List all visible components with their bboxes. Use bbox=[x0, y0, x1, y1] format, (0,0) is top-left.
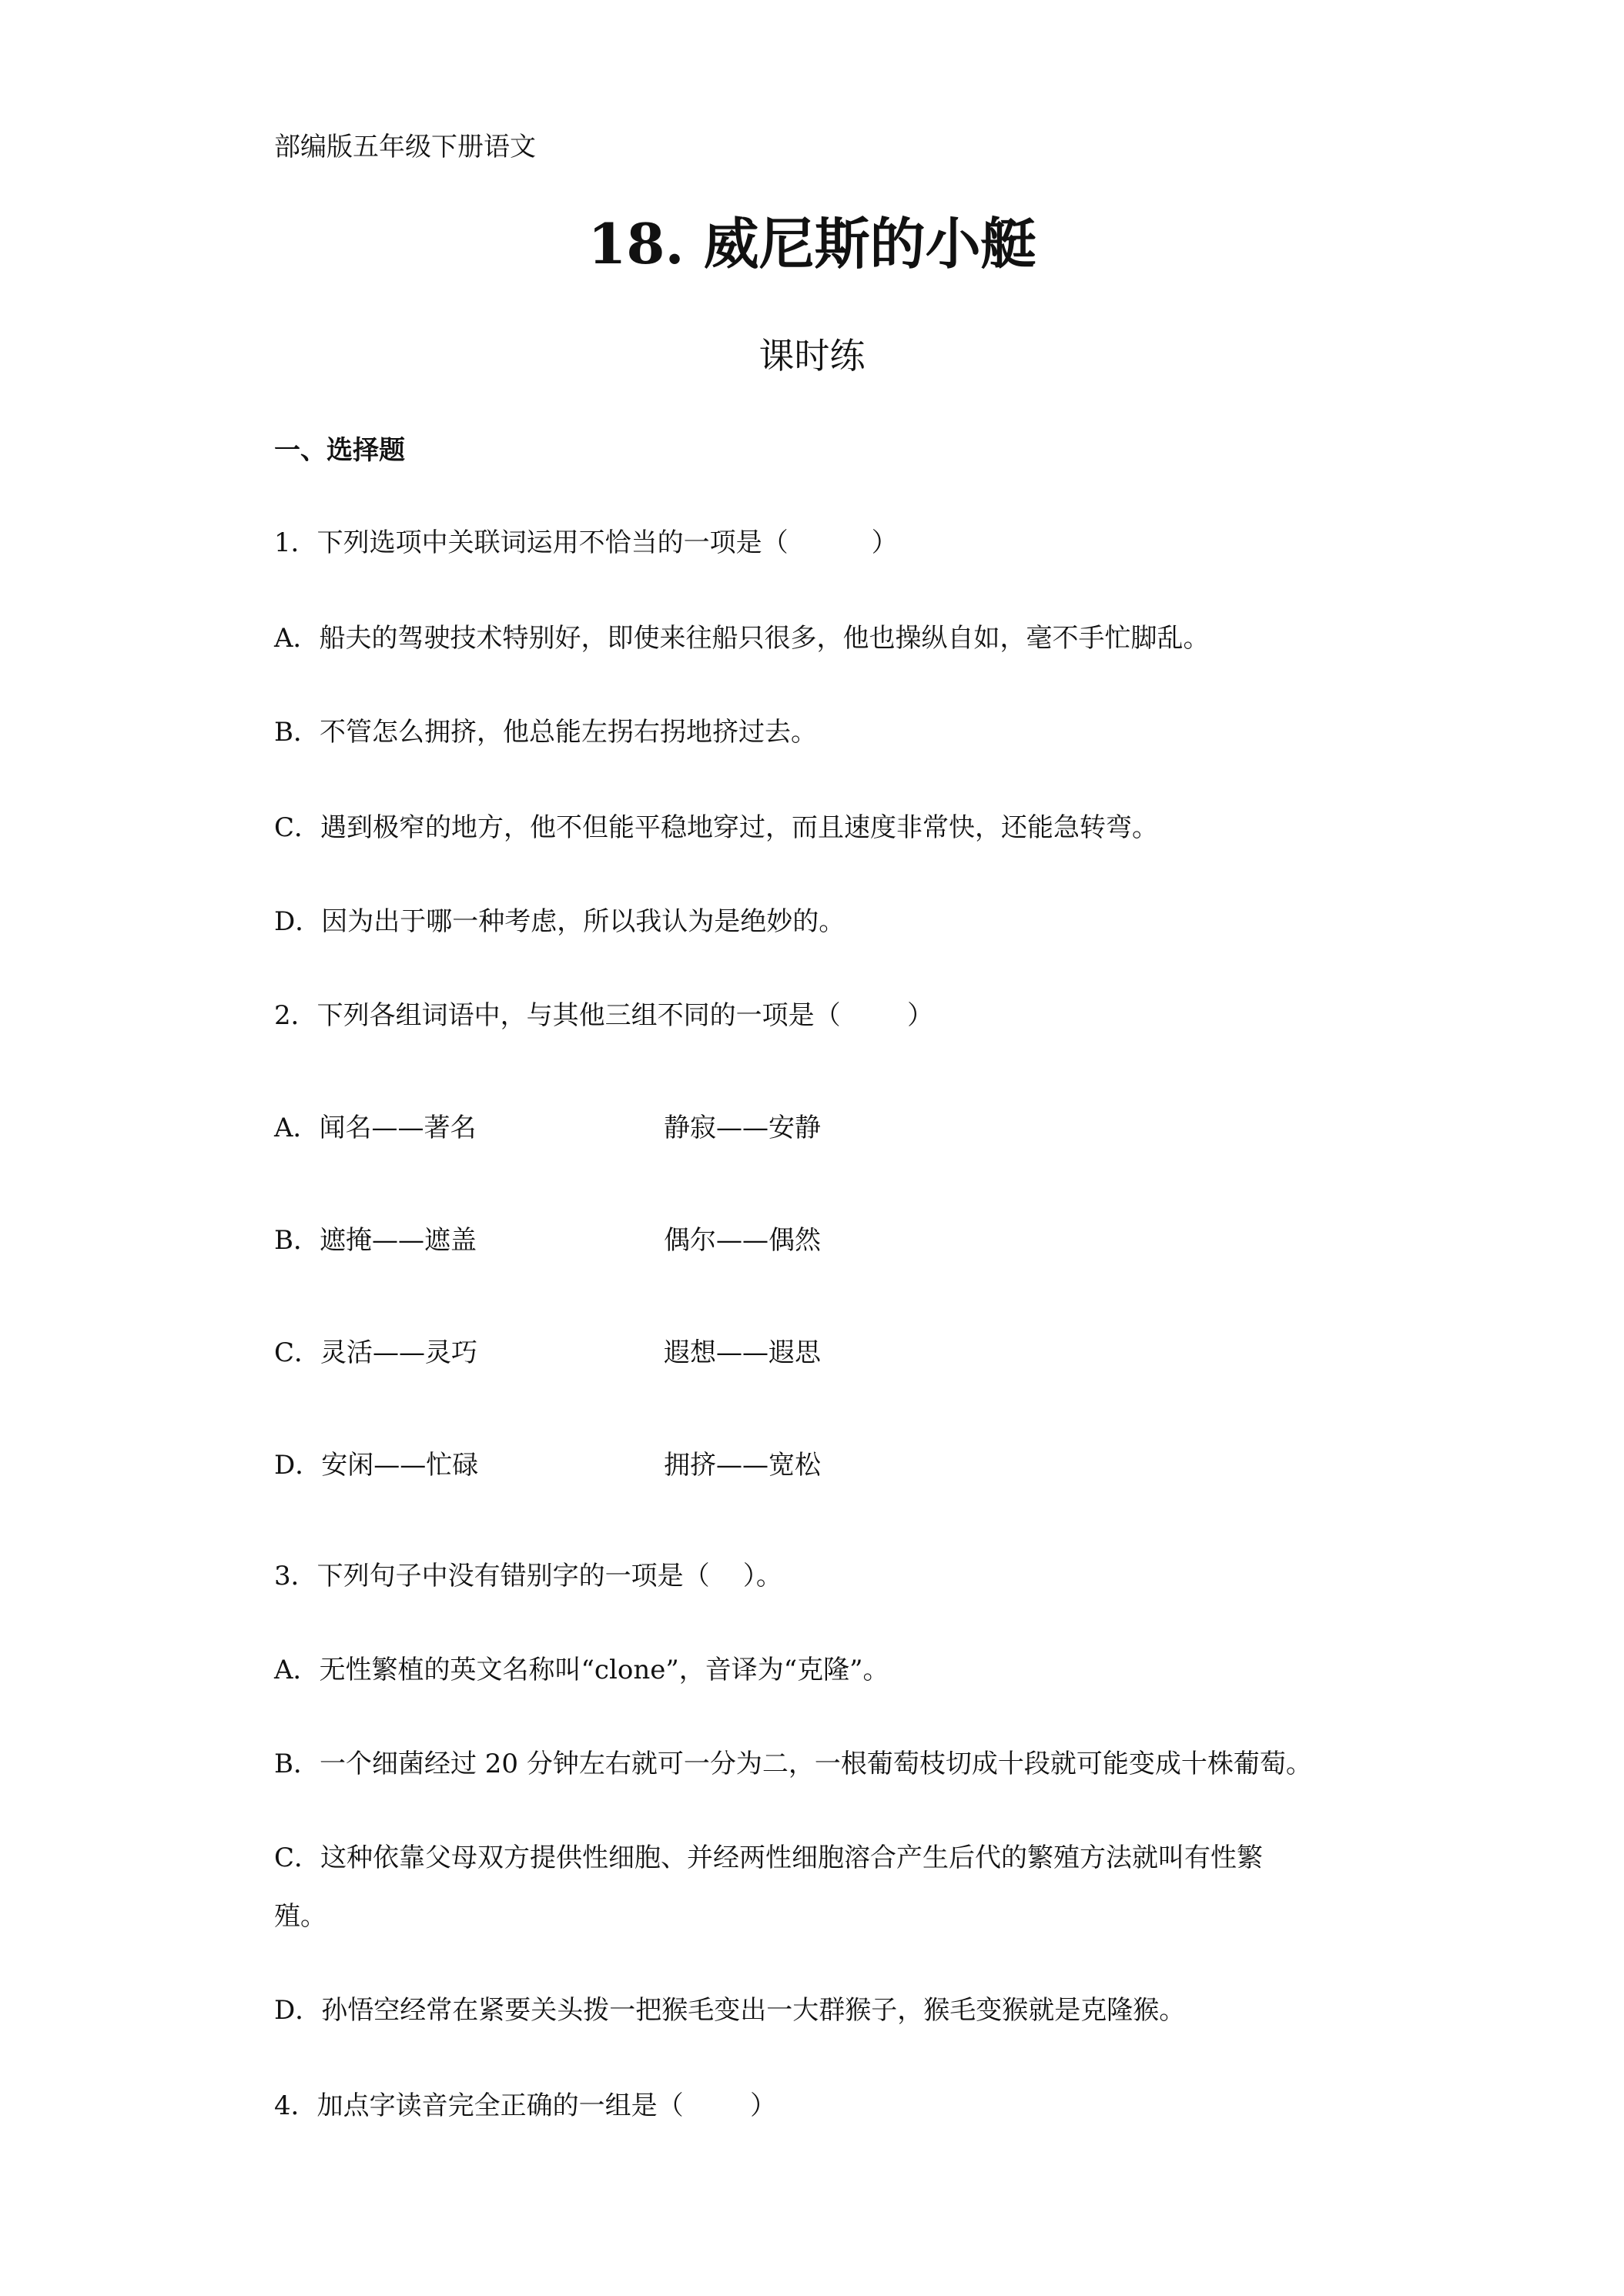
question-2-option-a-left: A．闻名——著名 bbox=[274, 1113, 477, 1143]
lesson-subtitle: 课时练 bbox=[758, 335, 866, 377]
question-2-option-d-left: D．安闲——忙碌 bbox=[274, 1450, 479, 1481]
question-4-stem: 4．加点字读音完全正确的一组是（ ） bbox=[274, 2090, 777, 2121]
question-1-option-d: D．因为出于哪一种考虑，所以我认为是绝妙的。 bbox=[274, 906, 845, 937]
question-3-option-a: A．无性繁植的英文名称叫“clone”，音译为“克隆”。 bbox=[274, 1655, 889, 1685]
question-2-option-b-left: B．遮掩——遮盖 bbox=[274, 1225, 477, 1256]
question-2-stem: 2．下列各组词语中，与其他三组不同的一项是（ ） bbox=[274, 1000, 934, 1031]
question-3-stem: 3．下列句子中没有错别字的一项是（ ）。 bbox=[274, 1561, 782, 1591]
question-3-option-b: B．一个细菌经过 20 分钟左右就可一分为二，一根葡萄枝切成十段就可能变成十株葡萄。 bbox=[274, 1749, 1312, 1779]
document-header: 部编版五年级下册语文 bbox=[274, 132, 536, 162]
question-1-option-a: A．船夫的驾驶技术特别好，即使来往船只很多，他也操纵自如，毫不手忙脚乱。 bbox=[274, 623, 1210, 654]
question-1-option-b: B．不管怎么拥挤，他总能左拐右拐地挤过去。 bbox=[274, 717, 817, 748]
question-3-option-c-continued: 殖。 bbox=[274, 1901, 326, 1932]
question-2-option-c-left: C．灵活——灵巧 bbox=[274, 1337, 478, 1368]
question-3-option-d: D．孙悟空经常在紧要关头拨一把猴毛变出一大群猴子，猴毛变猴就是克隆猴。 bbox=[274, 1995, 1186, 2026]
question-2-option-b-right: 偶尔——偶然 bbox=[664, 1225, 821, 1256]
question-2-option-c-right: 遐想——遐思 bbox=[664, 1337, 821, 1368]
question-2-option-d-right: 拥挤——宽松 bbox=[664, 1450, 821, 1481]
lesson-title: 18. 威尼斯的小艇 bbox=[588, 211, 1036, 276]
section-heading: 一、选择题 bbox=[274, 435, 405, 466]
question-3-option-c: C．这种依靠父母双方提供性细胞、并经两性细胞溶合产生后代的繁殖方法就叫有性繁 bbox=[274, 1842, 1264, 1873]
question-1-stem: 1．下列选项中关联词运用不恰当的一项是（ ） bbox=[274, 527, 898, 558]
question-1-option-c: C．遇到极窄的地方，他不但能平稳地穿过，而且速度非常快，还能急转弯。 bbox=[274, 812, 1159, 843]
question-2-option-a-right: 静寂——安静 bbox=[664, 1113, 821, 1143]
